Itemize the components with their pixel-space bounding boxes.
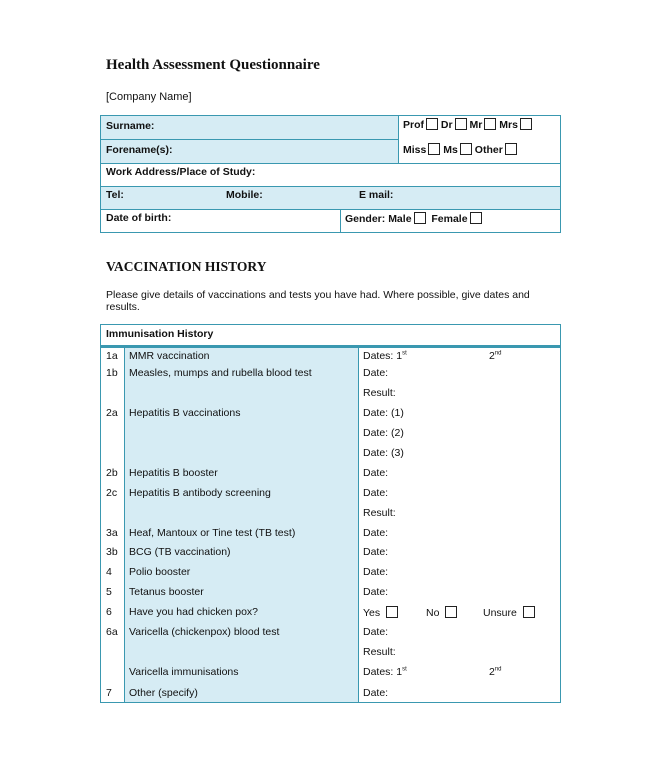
row-item: Tetanus booster	[129, 586, 204, 598]
title-dr-label: Dr	[440, 119, 453, 131]
vaccination-heading: VACCINATION HISTORY	[106, 259, 267, 274]
email-label: E mail:	[359, 189, 394, 201]
dob-label: Date of birth:	[106, 212, 172, 224]
row-number: 6a	[106, 626, 118, 638]
row-detail-label: Date: (3)	[363, 447, 404, 459]
company-name: [Company Name]	[106, 91, 192, 103]
tel-label: Tel:	[106, 189, 124, 201]
table-row	[101, 424, 560, 444]
row-detail-label: Date:	[363, 546, 389, 558]
table-row	[101, 444, 560, 464]
row-number: 2b	[106, 467, 118, 479]
surname-label: Surname:	[106, 120, 155, 132]
row-item: BCG (TB vaccination)	[129, 546, 231, 558]
row-number: 4	[106, 566, 112, 578]
dob-field[interactable]	[101, 210, 341, 232]
row-detail-label: Dates: 1	[363, 350, 403, 362]
document-title: Health Assessment Questionnaire	[106, 57, 320, 73]
row-item: Other (specify)	[129, 687, 198, 699]
title-prof-checkbox[interactable]	[426, 118, 438, 130]
row-number: 2c	[106, 487, 118, 499]
row-detail[interactable]	[363, 687, 388, 699]
row-detail[interactable]	[363, 527, 388, 539]
chickenpox-unsure-option	[483, 606, 535, 619]
gender-female-checkbox[interactable]	[470, 212, 482, 224]
mobile-label: Mobile:	[226, 189, 263, 201]
row-detail-label: Date:	[363, 586, 389, 598]
personal-details-table	[100, 115, 561, 233]
second-dose-number: 2	[489, 666, 495, 678]
title-mrs-checkbox[interactable]	[520, 118, 532, 130]
row-number: 2a	[106, 407, 118, 419]
row-detail[interactable]	[363, 427, 404, 439]
title-miss-checkbox[interactable]	[428, 143, 440, 155]
row-number: 7	[106, 687, 112, 699]
title-miss-label: Miss	[403, 144, 427, 156]
title-dr-checkbox[interactable]	[455, 118, 467, 130]
row-number: 1b	[106, 367, 118, 379]
row-detail-label: Date:	[363, 687, 389, 699]
row-detail-label: Date: (2)	[363, 427, 404, 439]
row-number: 3b	[106, 546, 118, 558]
row-detail-label: Date: (1)	[363, 407, 404, 419]
table-row	[101, 404, 560, 424]
table-row	[101, 384, 560, 404]
row-item: Measles, mumps and rubella blood test	[129, 367, 312, 379]
row-detail[interactable]	[363, 666, 407, 678]
second-dose-label[interactable]	[489, 350, 502, 362]
title-ms-checkbox[interactable]	[460, 143, 472, 155]
row-detail-label: Result:	[363, 387, 396, 399]
table-row	[101, 364, 560, 384]
work-address-label: Work Address/Place of Study:	[106, 166, 256, 178]
title-prof-label: Prof	[403, 119, 424, 131]
row-item: Hepatitis B antibody screening	[129, 487, 271, 499]
title-mr-checkbox[interactable]	[484, 118, 496, 130]
forenames-label: Forename(s):	[106, 144, 173, 156]
row-detail[interactable]	[363, 507, 396, 519]
row-detail[interactable]	[363, 586, 388, 598]
gender-male-label: Male	[388, 213, 412, 225]
immunisation-header-label: Immunisation History	[106, 328, 214, 340]
chickenpox-unsure-checkbox[interactable]	[523, 606, 535, 618]
row-detail[interactable]	[363, 487, 388, 499]
chickenpox-yes-label: Yes	[363, 607, 381, 619]
table-row	[101, 563, 560, 583]
title-options-line1	[403, 118, 532, 131]
row-item: Varicella (chickenpox) blood test	[129, 626, 280, 638]
table-row	[101, 504, 560, 524]
gender-label: Gender:	[345, 213, 386, 225]
row-item: Polio booster	[129, 566, 191, 578]
second-dose-number: 2	[489, 350, 495, 362]
row-detail-label: Date:	[363, 487, 389, 499]
title-other-checkbox[interactable]	[505, 143, 517, 155]
row-detail[interactable]	[363, 367, 388, 379]
title-other-label: Other	[474, 144, 503, 156]
chickenpox-no-checkbox[interactable]	[445, 606, 457, 618]
table-row	[101, 603, 560, 623]
row-item: Hepatitis B vaccinations	[129, 407, 241, 419]
surname-field[interactable]	[101, 116, 399, 140]
chickenpox-no-option	[426, 606, 457, 619]
row-detail-label: Date:	[363, 367, 389, 379]
chickenpox-no-label: No	[426, 607, 440, 619]
row-item: Heaf, Mantoux or Tine test (TB test)	[129, 527, 296, 539]
title-ms-label: Ms	[443, 144, 458, 156]
ordinal-suffix: st	[402, 350, 407, 357]
row-detail[interactable]	[363, 350, 407, 362]
row-detail-label: Dates: 1	[363, 666, 403, 678]
table-row	[101, 543, 560, 563]
table-row	[101, 684, 560, 704]
row-detail[interactable]	[363, 387, 396, 399]
row-detail[interactable]	[363, 467, 388, 479]
table-row	[101, 583, 560, 603]
row-detail[interactable]	[363, 566, 388, 578]
chickenpox-yes-checkbox[interactable]	[386, 606, 398, 618]
row-detail[interactable]	[363, 407, 404, 419]
table-row	[101, 623, 560, 643]
row-item: Have you had chicken pox?	[129, 606, 258, 618]
row-detail[interactable]	[363, 447, 404, 459]
table-row	[101, 524, 560, 544]
row-detail-label: Date:	[363, 527, 389, 539]
immunisation-table	[100, 324, 561, 703]
row-detail-label: Result:	[363, 646, 396, 658]
row-detail[interactable]	[363, 646, 396, 658]
ordinal-suffix: st	[402, 666, 407, 673]
row-number: 3a	[106, 527, 118, 539]
table-row	[101, 464, 560, 484]
vaccination-intro: Please give details of vaccinations and tests you have had. Where possible, give dates and results.	[106, 289, 530, 313]
contact-row[interactable]	[101, 187, 560, 210]
row-number: 6	[106, 606, 112, 618]
row-item: Hepatitis B booster	[129, 467, 218, 479]
work-address-field[interactable]	[101, 164, 560, 187]
table-row	[101, 484, 560, 504]
row-detail-label: Result:	[363, 507, 396, 519]
row-detail-label: Date:	[363, 566, 389, 578]
gender-female-label: Female	[431, 213, 468, 225]
table-row	[101, 663, 560, 683]
row-item: Varicella immunisations	[129, 666, 239, 678]
ordinal-suffix: nd	[494, 350, 502, 357]
row-detail[interactable]	[363, 626, 388, 638]
row-item: MMR vaccination	[129, 350, 210, 362]
second-dose-label[interactable]	[489, 666, 502, 678]
title-mrs-label: Mrs	[499, 119, 518, 131]
chickenpox-unsure-label: Unsure	[483, 607, 517, 619]
row-detail-label: Date:	[363, 626, 389, 638]
ordinal-suffix: nd	[494, 666, 502, 673]
title-mr-label: Mr	[469, 119, 483, 131]
gender-male-checkbox[interactable]	[414, 212, 426, 224]
chickenpox-yes-option	[363, 606, 398, 619]
gender-options	[345, 212, 482, 225]
table-row	[101, 643, 560, 663]
row-detail-label: Date:	[363, 467, 389, 479]
forenames-field[interactable]	[101, 140, 399, 164]
row-number: 5	[106, 586, 112, 598]
row-number: 1a	[106, 350, 118, 362]
row-detail[interactable]	[363, 546, 388, 558]
title-options-line2	[403, 143, 517, 156]
